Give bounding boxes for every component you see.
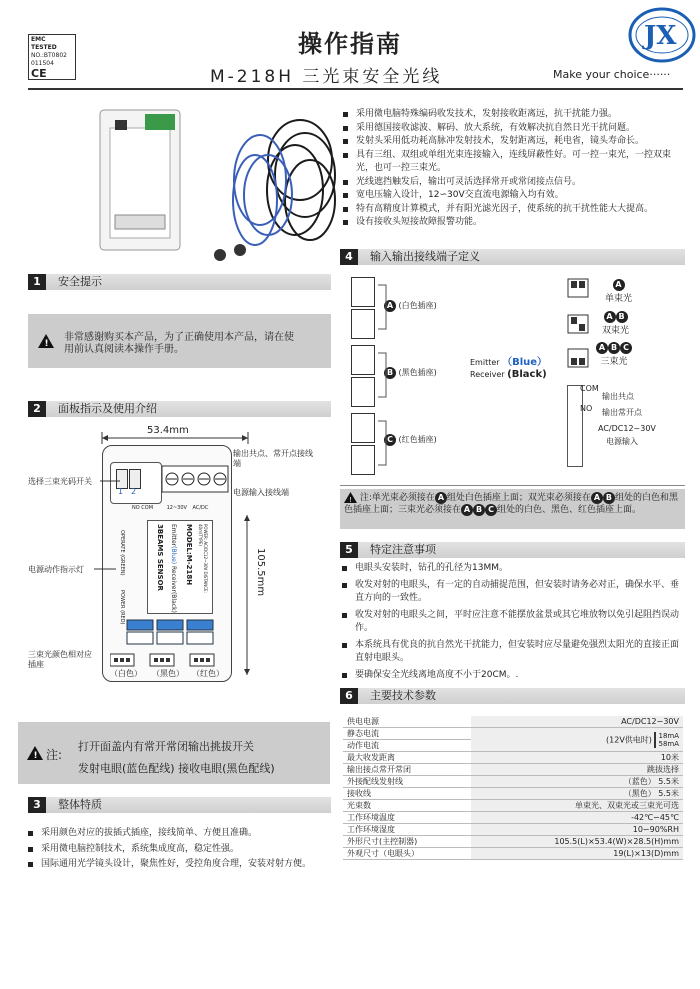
section-title: 输入输出接线端子定义: [370, 250, 480, 263]
section-6-header: [340, 688, 685, 704]
board-fine-print: POWER: AC/DC12~30V DISTANCE: 40m(TYPE): [198, 524, 208, 593]
list-item: 特有高精度计算模式，并有阳光滤光因子，使系统的抗干扰性能大大提高。: [343, 203, 688, 217]
section-number: 6: [340, 688, 358, 704]
circle-c-icon: C: [620, 342, 632, 354]
label-color-sockets: 三束光颜色相对应插座: [28, 650, 92, 669]
terminal-strip: [567, 385, 583, 467]
list-item: 要确保安全光线离地高度不小于20CM。.: [342, 669, 682, 683]
v12-note: (12V供电时): [606, 735, 652, 744]
spec-key: 工作环境温度: [343, 812, 471, 824]
red-socket-b: [351, 445, 375, 475]
circle-b-icon: B: [473, 504, 485, 516]
spec-value: 10∽90%RH: [471, 824, 683, 836]
section-title: 安全提示: [58, 275, 102, 288]
list-item: 收发对射的电眼头之间，平时应注意不能摆放盆景或其它堆放物以免引起阻挡误动作。: [342, 609, 682, 636]
general-features-list: [28, 827, 346, 872]
power-desc: 电源输入: [606, 437, 638, 446]
note-part-b: 组处白色插座上面；双光束必须接在: [446, 493, 591, 503]
emc-number: NO.:BT0802: [31, 52, 67, 59]
section-3-header: [28, 797, 331, 813]
spec-key: 供电电源: [343, 716, 471, 728]
section-number: 5: [340, 542, 358, 558]
warning-icon: [344, 492, 357, 503]
leader-line: [94, 566, 116, 572]
section-title: 特定注意事项: [370, 543, 436, 556]
circle-a-icon: A: [461, 504, 473, 516]
static-current: 18mA: [658, 731, 679, 740]
product-photo: [90, 100, 345, 265]
svg-text:!: !: [44, 339, 49, 348]
section-title: 主要技术参数: [370, 689, 436, 702]
wiring-note: [340, 489, 685, 529]
board-blue-label: (Blue): [170, 546, 177, 565]
list-item: 采用微电脑特殊编码收发技术，发射接收距离远，抗干扰能力强。: [343, 108, 688, 122]
dip-switch-2[interactable]: [129, 469, 141, 489]
socket-label-red: （红色）: [192, 669, 224, 678]
circle-b-icon: B: [616, 311, 628, 323]
emc-number-2: 011504: [31, 60, 54, 67]
list-item: 采用颜色对应的拔插式插座，接线简单、方便且准确。: [28, 827, 346, 841]
note-part-a: 注:单光束必须接在: [359, 493, 435, 503]
label-power-terminal: 电源输入接线端: [233, 488, 289, 497]
white-socket-b: [351, 309, 375, 339]
label-output-terminal: 输出共点、常开点接线端: [233, 449, 313, 468]
circle-a-icon: A: [596, 342, 608, 354]
section-4-header: [340, 249, 685, 265]
power-label: POWER: [119, 590, 125, 609]
no-desc: 输出常开点: [602, 408, 642, 417]
spec-key: 动作电流: [343, 740, 471, 752]
notes-list: [342, 562, 682, 682]
blue-label: （Blue）: [502, 357, 548, 368]
bracket-lines: [378, 283, 458, 483]
spec-value: 105.5(L)×53.4(W)×28.5(H)mm: [471, 836, 683, 848]
list-item: 国际通用光学镜头设计，聚焦性好，受控角度合理，安装对射方便。: [28, 858, 346, 872]
note-part-c: 组处的白色和黑色插座上面；三束光必须接在: [344, 493, 678, 515]
section-1-header: [28, 274, 331, 290]
spec-key: 外接配线发射线: [343, 776, 471, 788]
black-en-label: (Black): [507, 369, 547, 380]
safety-notice: [28, 314, 331, 368]
socket-label-black: （黑色）: [152, 669, 184, 678]
table-row: [343, 764, 683, 776]
safety-notice-text: 非常感谢购买本产品，为了正确使用本产品，请在使用前认真阅读本操作手册。: [64, 332, 294, 355]
operate-label: OPERATE: [119, 530, 125, 553]
single-beam-label: 单束光: [605, 294, 633, 304]
table-row: [343, 800, 683, 812]
svg-text:!: !: [349, 496, 352, 503]
spec-key: 静态电流: [343, 728, 471, 740]
power-led-label: [113, 590, 125, 630]
spec-key: 接收线: [343, 788, 471, 800]
list-item: 设有接收头短接故障报警功能。: [343, 216, 688, 230]
spec-value: 单束光、双束光或三束光可选: [471, 800, 683, 812]
board-emitter: [165, 524, 177, 564]
board-sockets: [125, 618, 215, 648]
red-socket-label: (红色插座): [398, 435, 437, 444]
black-socket-b: [351, 377, 375, 407]
board-sensor-text: 3BEAMS SENSOR: [156, 524, 164, 591]
circle-a-icon: A: [591, 492, 603, 504]
notice-line-2: 发射电眼(蓝色配线) 接收电眼(黑色配线): [78, 762, 275, 775]
dip-switch-1-label: 1: [118, 487, 124, 496]
spec-value: [471, 728, 683, 752]
spec-value: 19(L)×13(D)mm: [471, 848, 683, 860]
circle-b-icon: B: [603, 492, 615, 504]
section-title: 整体特质: [58, 798, 102, 811]
page-subtitle: M-218H 三光束安全光线: [210, 67, 443, 87]
logo-text: JX: [644, 21, 677, 51]
page-title: 操作指南: [298, 30, 402, 58]
spec-table: [343, 716, 683, 860]
circle-a-icon: A: [435, 492, 447, 504]
white-socket-label: (白色插座): [398, 301, 437, 310]
spec-value: 跳拔选择: [471, 764, 683, 776]
height-dimension: 105.5mm: [255, 548, 266, 597]
spec-value: AC/DC12∽30V: [471, 716, 683, 728]
label-dip-switch: 选择三束光码开关: [28, 477, 92, 486]
list-item: 光线遮挡触发后，输出可灵活选择常开或常闭接点信号。: [343, 176, 688, 190]
width-arrow: [100, 432, 250, 444]
list-item: 具有三组、双组或单组光束连接输入，连线屏蔽性好。可一控一束光，一控双束光，也可一控三束光。: [343, 149, 688, 176]
label-led: 电源动作指示灯: [28, 565, 84, 574]
board-black-label: (Black): [170, 591, 177, 613]
list-item: 宽电压输入设计，12∽30V交直流电源输入均有效。: [343, 189, 688, 203]
spec-value: 10米: [471, 752, 683, 764]
circle-c-icon: C: [384, 434, 396, 446]
table-row: [343, 848, 683, 860]
list-item: 采用德国接收滤波、解码、放大系统，有效解决抗自然日光干扰问题。: [343, 122, 688, 136]
terminal-label-v: 12~30V: [166, 505, 187, 511]
list-item: 收发对射的电眼头，有一定的自动捕捉范围，但安装时请务必对正，确保水平、垂直方向的一致性。: [342, 579, 682, 606]
circle-a-icon: A: [384, 300, 396, 312]
warning-icon: [38, 334, 54, 348]
list-item: 发射头采用低功耗高脉冲发射技术，发射距离远，耗电省，镜头寿命长。: [343, 135, 688, 149]
circle-a-icon: A: [604, 311, 616, 323]
notice-label: 注:: [46, 748, 63, 762]
socket-label-white: （白色）: [110, 669, 142, 678]
wiring-notice: [18, 722, 330, 784]
controller-label-panel: [147, 520, 213, 614]
double-beam-label: 双束光: [602, 326, 630, 336]
spec-value: （蓝色） 5.5米: [471, 776, 683, 788]
wiring-diagram: [340, 267, 685, 486]
table-row: [343, 752, 683, 764]
emitter-label: Emitter: [470, 358, 500, 367]
external-sockets: [110, 652, 220, 668]
section-number: 3: [28, 797, 46, 813]
ce-mark: CE: [31, 67, 47, 80]
black-socket-label: (黑色插座): [398, 368, 437, 377]
receiver-label: Receiver: [470, 370, 505, 379]
section-number: 4: [340, 249, 358, 265]
spec-value: （黑色） 5.5米: [471, 788, 683, 800]
emc-title: EMC TESTED: [31, 36, 57, 51]
acdc-label: AC/DC12~30V: [598, 424, 656, 433]
list-item: 采用微电脑控制技术，系统集成度高，稳定性强。: [28, 843, 346, 857]
header-rule: [28, 88, 683, 90]
green-label: (GREEN): [119, 554, 125, 576]
spec-key: 外观尺寸（电眼头）: [343, 848, 471, 860]
brand-logo: [626, 4, 696, 66]
spec-key: 工作环境湿度: [343, 824, 471, 836]
spec-key: 输出接点常开常闭: [343, 764, 471, 776]
no-label: NO: [580, 404, 593, 413]
section-number: 1: [28, 274, 46, 290]
spec-key: 光束数: [343, 800, 471, 812]
note-part-d: 组处的白色、黑色、红色插座上面。: [497, 505, 642, 515]
terminal-block: [162, 460, 230, 500]
feature-list-top: [343, 108, 688, 230]
list-item: 本系统具有优良的抗自然光干扰能力，但安装时应尽量避免强烈太阳光的直接正面直射电眼头。: [342, 639, 682, 666]
dip-switch-2-label: 2: [131, 487, 137, 496]
terminal-label-acdc: AC/DC: [192, 505, 209, 511]
width-dimension: 53.4mm: [147, 425, 189, 436]
leader-line: [100, 478, 120, 484]
circle-c-icon: C: [485, 504, 497, 516]
black-socket-a: [351, 345, 375, 375]
warning-icon: [27, 746, 43, 760]
com-label: COM: [580, 384, 599, 393]
notice-line-1: 打开面盖内有常开常闭输出挑拔开关: [78, 740, 254, 753]
spec-key: 最大收发距离: [343, 752, 471, 764]
triple-beam-label: 三束光: [600, 357, 628, 367]
tagline: Make your choice······: [553, 68, 671, 81]
list-item: 电眼头安装时，钻孔的孔径为13MM。: [342, 562, 682, 576]
section-number: 2: [28, 401, 46, 417]
table-row: [343, 788, 683, 800]
dip-setting-icons: [566, 277, 596, 377]
table-row: [343, 716, 683, 728]
red-socket-a: [351, 413, 375, 443]
terminal-label-nc: NO COM: [132, 505, 154, 511]
table-row: [343, 728, 683, 740]
board-emitter-label: Emitter: [170, 524, 177, 547]
receiver-legend: [470, 369, 547, 380]
table-row: [343, 776, 683, 788]
section-title: 面板指示及使用介绍: [58, 402, 157, 415]
spec-key: 外形尺寸(主控制器): [343, 836, 471, 848]
com-desc: 输出共点: [602, 392, 634, 401]
white-socket-a: [351, 277, 375, 307]
section-2-header: [28, 401, 331, 417]
board-receiver-label: Receiver: [170, 566, 177, 592]
table-row: [343, 824, 683, 836]
spec-value: -42℃∽45℃: [471, 812, 683, 824]
terminal-labels: [132, 505, 222, 511]
emitter-legend: [470, 353, 547, 368]
board-model-text: MODEL:M-218H: [185, 524, 193, 586]
table-row: [343, 812, 683, 824]
section-5-header: [340, 542, 685, 558]
action-current: 58mA: [658, 739, 679, 748]
circle-b-icon: B: [608, 342, 620, 354]
height-arrow: [240, 515, 254, 675]
table-row: [343, 836, 683, 848]
svg-text:!: !: [33, 751, 38, 760]
circle-a-icon: A: [613, 279, 625, 291]
board-receiver: [165, 566, 177, 613]
circle-b-icon: B: [384, 367, 396, 379]
red-label: (RED): [119, 610, 125, 625]
